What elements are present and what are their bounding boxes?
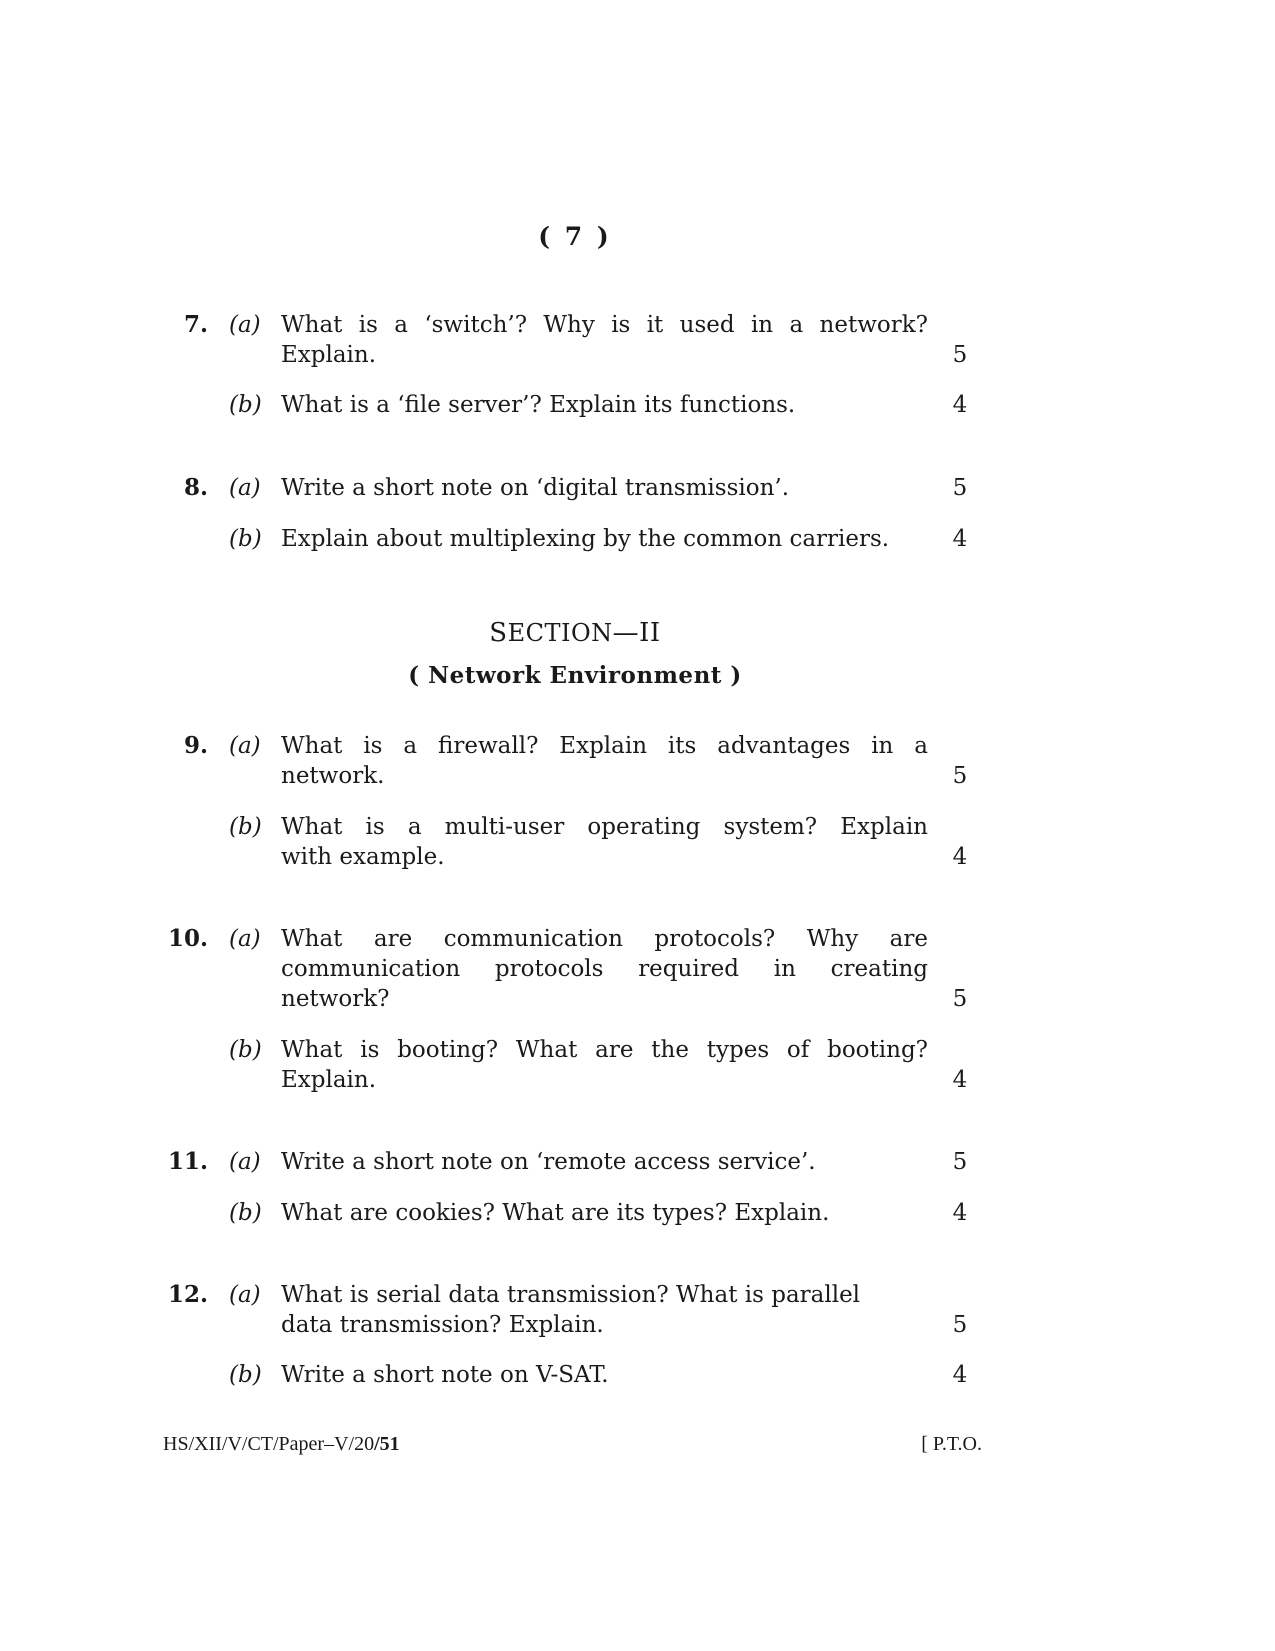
part-text bbox=[281, 1360, 928, 1390]
part-label: (b) bbox=[229, 392, 262, 418]
text-line: What is serial data transmission? What is parallel bbox=[281, 1282, 861, 1308]
part-text bbox=[281, 524, 928, 554]
question-number: 9. bbox=[183, 732, 208, 759]
marks: 5 bbox=[952, 763, 968, 789]
page-number: ( 7 ) bbox=[538, 222, 612, 251]
question-number: 11. bbox=[167, 1148, 208, 1175]
marks: 4 bbox=[952, 526, 968, 552]
marks: 5 bbox=[952, 475, 968, 501]
part-label: (a) bbox=[229, 475, 261, 501]
marks: 4 bbox=[952, 392, 968, 418]
part-text bbox=[281, 390, 928, 420]
question-number: 7. bbox=[183, 311, 208, 338]
text-line: with example. bbox=[281, 844, 445, 870]
marks: 5 bbox=[952, 986, 968, 1012]
text-line: What are communication protocols? Why are bbox=[281, 926, 928, 952]
part-text bbox=[281, 812, 928, 872]
marks: 4 bbox=[952, 1362, 968, 1388]
text-line: What is a multi-user operating system? Explain bbox=[281, 814, 928, 840]
marks: 5 bbox=[952, 342, 968, 368]
part-text bbox=[281, 310, 928, 370]
part-label: (a) bbox=[229, 312, 261, 338]
section-subtitle: ( Network Environment ) bbox=[408, 662, 742, 689]
part-text bbox=[281, 473, 928, 503]
question-number: 10. bbox=[167, 925, 208, 952]
text-line: communication protocols required in creating bbox=[281, 956, 928, 982]
marks: 4 bbox=[952, 844, 968, 870]
text-line: What is a firewall? Explain its advantages in a bbox=[281, 733, 928, 759]
part-text bbox=[281, 731, 928, 791]
part-text bbox=[281, 1035, 928, 1095]
part-text bbox=[281, 924, 928, 1014]
text-line: Write a short note on V-SAT. bbox=[281, 1362, 609, 1388]
pto-label: [ P.T.O. bbox=[921, 1433, 982, 1455]
paper-code: HS/XII/V/CT/Paper–V/20/51 bbox=[163, 1433, 400, 1455]
part-text bbox=[281, 1147, 928, 1177]
text-line: data transmission? Explain. bbox=[281, 1312, 604, 1338]
part-label: (a) bbox=[229, 733, 261, 759]
text-line: What is a ‘switch’? Why is it used in a network? bbox=[281, 312, 928, 338]
text-line: Explain about multiplexing by the common carriers. bbox=[281, 526, 890, 552]
part-label: (b) bbox=[229, 1037, 262, 1063]
text-line: Explain. bbox=[281, 1067, 377, 1093]
text-line: Write a short note on ‘remote access service’. bbox=[281, 1149, 816, 1175]
question-number: 12. bbox=[167, 1281, 208, 1308]
section-title: SECTION—II bbox=[489, 618, 661, 648]
part-label: (b) bbox=[229, 1362, 262, 1388]
part-label: (a) bbox=[229, 1149, 261, 1175]
marks: 4 bbox=[952, 1200, 968, 1226]
text-line: Write a short note on ‘digital transmission’. bbox=[281, 475, 790, 501]
marks: 5 bbox=[952, 1149, 968, 1175]
part-label: (b) bbox=[229, 526, 262, 552]
part-label: (b) bbox=[229, 814, 262, 840]
text-line: What are cookies? What are its types? Explain. bbox=[281, 1200, 830, 1226]
part-text bbox=[281, 1198, 928, 1228]
text-line: What is booting? What are the types of booting? bbox=[281, 1037, 928, 1063]
text-line: What is a ‘file server’? Explain its functions. bbox=[281, 392, 796, 418]
marks: 4 bbox=[952, 1067, 968, 1093]
text-line: network? bbox=[281, 986, 390, 1012]
marks: 5 bbox=[952, 1312, 968, 1338]
text-line: network. bbox=[281, 763, 385, 789]
part-label: (a) bbox=[229, 926, 261, 952]
part-label: (a) bbox=[229, 1282, 261, 1308]
question-number: 8. bbox=[183, 474, 208, 501]
part-label: (b) bbox=[229, 1200, 262, 1226]
text-line: Explain. bbox=[281, 342, 377, 368]
part-text bbox=[281, 1280, 928, 1340]
